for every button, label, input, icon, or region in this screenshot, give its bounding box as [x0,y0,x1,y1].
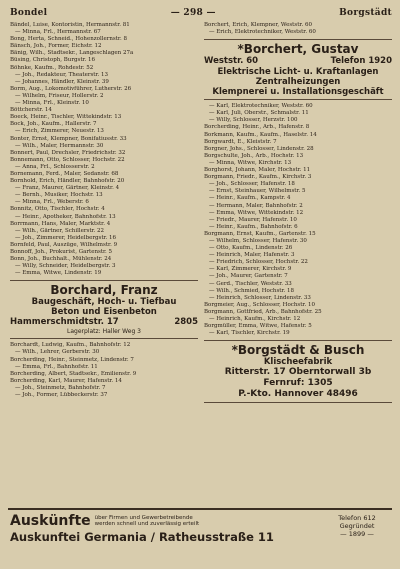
directory-entry: — Wilh., Schmied, Hochstr. 18 [209,287,295,294]
page-header [10,6,392,20]
borchard-address: Hammerschmidtstr. 17 [10,317,119,328]
directory-entry: — Emma, Witwe, Lindenstr. 19 [15,270,102,277]
footer-phone: Telefon 612 [338,514,376,522]
directory-entry: — Emma, Witwe, Wittekindstr. 12 [209,209,304,216]
directory-entry: — Joh., Former, Lübbeckerstr. 37 [15,392,108,399]
directory-entry: — Heinr., Kaufm., Kampstr. 4 [209,195,291,202]
directory-entry: — Minna, Frl., Weberstr. 6 [15,199,89,206]
directory-entry: — Heinrich, Kaufm., Kirchstr. 12 [209,316,301,322]
footer-founded-label: Gegründet [339,522,375,530]
directory-entry: — Wilh., Gärtner, Schillerstr. 22 [15,227,105,234]
directory-entry: — Wilh., Lehrer, Gerberstr. 30 [15,349,100,356]
borgstaedt-address: Ritterstr. 17 Oberntorwall 3b [224,367,372,378]
directory-entry: Borcherding, Karl, Maurer, Hafenstr. 14 [10,377,122,384]
directory-entry: — Wilh., Maler, Hermannstr. 30 [15,142,104,149]
directory-entry: Borgner, Johs., Schlosser, Lindenstr. 28 [204,145,314,152]
directory-entry: Bändel, Luise, Kontoristin, Hermannstr. 81 [10,22,130,28]
directory-entry: — Minna, Frl., Hermannstr. 67 [15,29,101,36]
directory-entry: — Willy, Schlosser, Herzstr. 100 [209,117,298,124]
directory-entry: Borm, Aug., Lokomotivführer, Lutherstr. 26 [10,85,132,92]
directory-entry: Borchert, Erich, Klempner, Weststr. 60 [204,22,312,28]
directory-entry: Böhnke, Kaufm., Rohdestr. 52 [10,64,94,71]
directory-entry: Bonnemann, Otto, Schlosser, Hochstr. 22 [10,156,125,163]
directory-entry: — Joh., Maurer, Gartenstr. 7 [209,273,288,280]
directory-entry: Bong, Herta, Schneid., Hohenzollernstr. 8 [10,36,127,43]
borchard-note: Lagerplatz: Haller Weg 3 [67,328,141,336]
directory-entry: — Gerd., Tischler, Weststr. 33 [209,280,292,287]
borchard-name: Borchard, Franz [50,283,158,298]
footer-ad [8,508,392,566]
directory-entry: — Joh., Redakteur, Theaterstr. 13 [15,71,109,78]
directory-entry: — Karl, Zimmerer, Kirchstr. 9 [209,266,292,273]
directory-entry: — Ernst, Steinhauer, Wilhelmstr. 5 [209,188,306,195]
borgstaedt-name: *Borgstädt & Busch [231,343,365,358]
borchard-phone: 2805 [174,317,198,328]
directory-entry: Bornemann, Ferd., Maler, Sedanstr. 68 [10,170,119,177]
header-left: Bondel [10,8,48,18]
directory-entry: — Karl, Juli, Oberstr., Schmalstr. 11 [209,110,309,117]
directory-entry: Bonnitz, Otto, Tischler, Hochstr. 4 [10,206,105,213]
borgstaedt-postal: P.-Kto. Hannover 48496 [238,389,358,400]
directory-entry: Bänsch, Joh., Former, Eichstr. 12 [10,43,102,50]
directory-entry: — Minna, Witwe, Kirchstr. 13 [209,159,292,166]
directory-entry: — Joh., Steinmetz, Bahnhofstr. 7 [15,384,106,391]
directory-entry: Borkmann, Kaufm., Kaufm., Haselstr. 14 [204,131,317,138]
page-number: — 298 — [170,8,216,18]
directory-entry: Bock, Joh., Kaufm., Hallerstr. 7 [10,121,97,128]
directory-entry: Borcherding, Albert, Stadtsekr., Emilienstr. 9 [10,370,137,377]
directory-entry: Bonter, Ernst, Klempner, Bonifatiusstr. 33 [10,135,127,142]
directory-entry: — Erich, Zimmerer, Neuestr. 13 [15,128,104,135]
directory-entry: Borgmüller, Emma, Witwe, Hafenstr. 5 [204,323,312,330]
directory-entry: — Wilhelm, Schlosser, Hafenstr. 30 [209,237,307,244]
directory-entry: — Franz, Maurer, Gärtner, Kleinstr. 4 [15,185,120,192]
directory-entry: Bonn, Joh., Buchhalt., Mühlenstr. 24 [10,256,112,263]
borchard-line3: Beton und Eisenbeton [51,307,157,318]
directory-entry: Bonnert, Paul, Drechsler, Friedrichstr. 32 [10,149,126,156]
directory-entry: — Hermann, Maler, Bahnhofstr. 2 [209,202,303,209]
directory-entry: — Wilhelm, Friseur, Hollerstr. 2 [15,92,104,99]
borgstaedt-phone-label: Fernruf: [263,378,305,389]
borchert-line1: Elektrische Licht- u. Kraftanlagen [217,67,379,78]
directory-entry: — Otto, Kaufm., Lindenstr. 26 [209,245,293,252]
directory-entry: Borcherding, Heinr., Arb., Hafenstr. 8 [204,124,310,131]
header-right: Borgstädt [339,8,392,18]
borgstaedt-line1: Klischeefabrik [263,357,333,368]
directory-entry: — Karl, Elektrotechniker, Weststr. 60 [209,103,313,110]
directory-entry: — Bernh., Musiker, Hochstr. 13 [15,192,103,199]
directory-entry: Bonnoff, Joh., Prokurist, Gartenstr. 5 [10,249,113,255]
borchert-ad [204,39,392,100]
directory-entry: — Anna, Frl., Schlosserstr. 2 [15,163,95,170]
directory-entry: Borcherding, Heinr., Steinmetz, Lindenstr. 7 [10,356,134,363]
borchert-phone: Telefon 1920 [330,56,392,67]
directory-entry: — Joh., Schlosser, Hafenstr. 18 [209,181,295,188]
directory-entry: — Karl, Tischler, Kirchstr. 19 [209,330,290,337]
borchert-line2: Zentralheizungen [255,77,341,88]
directory-entry: Borgmann, Ernst, Kaufm., Gartenstr. 15 [204,230,316,237]
footer-founded-year: — 1899 — [340,530,374,538]
borchert-address: Weststr. 60 [204,56,259,67]
directory-entry: — Heinr., Apotheker, Bahnhofstr. 13 [15,213,116,220]
directory-entry: — Erich, Elektrotechniker, Weststr. 60 [209,29,316,36]
directory-entry: — Heinrich, Maler, Hafenstr. 3 [209,252,295,259]
footer-desc1: über Firmen und Gewerbetreibende [94,514,193,521]
directory-entry: Borchardt, Ludwig, Kaufm., Bahnhofstr. 12 [10,342,131,349]
directory-entry: — Willy, Schneider, Heidelbergstr. 3 [15,263,116,270]
directory-entry: Bornfeld, Paul, Auszüge, Wilhelmstr. 9 [10,241,118,248]
right-column [204,22,392,510]
directory-entry: Bornhold, Erich, Händler, Bahnhofstr. 20 [10,178,125,185]
directory-entry: Borrmann, Hans, Maler, Marktstr. 4 [10,220,111,227]
borchard-ad [10,280,198,339]
directory-entry: — Emma, Frl., Bahnhofstr. 11 [15,363,98,370]
directory-entry: — Johannes, Händler, Kleinstr. 39 [15,78,109,85]
directory-entry: Borgmeier, Aug., Schlosser, Hochstr. 10 [204,301,315,308]
directory-entry: — Joh., Zimmerer, Heidelbergstr. 16 [15,234,117,241]
directory-entry: — Minna, Frl., Kleinstr. 10 [15,100,89,107]
borchert-line3: Klempnerei u. Installationsgeschäft [212,87,384,98]
left-column [10,22,198,510]
borchert-name: *Borchert, Gustav [237,42,359,57]
footer-desc2: werden schnell und zuverlässig erteilt [94,521,200,527]
directory-entry: — Heinrich, Schlosser, Lindenstr. 33 [209,294,311,301]
footer-org: Auskunftei Germania / Ratheusstraße 11 [10,530,274,544]
directory-entry: Borgschulte, Joh., Arb., Hochstr. 13 [204,152,304,159]
directory-entry: Boeck, Heinr., Tischler, Wittekindstr. 13 [10,114,122,121]
borgstaedt-phone: 1305 [307,378,333,389]
directory-entry: — Heinr., Kaufm., Bahnhofstr. 6 [209,223,298,230]
borgstaedt-ad [204,340,392,403]
footer-title: Auskünfte [10,513,91,529]
directory-entry: Böttcherstr. 14 [10,107,52,114]
directory-entry: Borgmann, Friedr., Kaufm., Kirchstr. 3 [204,174,312,181]
directory-entry: Borgmann, Gottfried, Arb., Bahnhofstr. 25 [204,308,322,315]
borchard-line2: Baugeschäft, Hoch- u. Tiefbau [31,297,177,308]
directory-entry: Bänig, Wilh., Stadtsekr., Langeschlagen 27a [10,50,134,57]
directory-entry: Büsing, Christoph, Burgstr. 16 [10,57,96,64]
directory-entry: Borgwardt, E., Kleiststr. 7 [204,138,277,145]
directory-entry: — Friedrich, Schlosser, Hochstr. 22 [209,259,308,266]
directory-entry: — Friedr., Maurer, Hafenstr. 10 [209,216,297,223]
directory-entry: Borghorst, Johann, Maler, Hochstr. 11 [204,167,311,174]
